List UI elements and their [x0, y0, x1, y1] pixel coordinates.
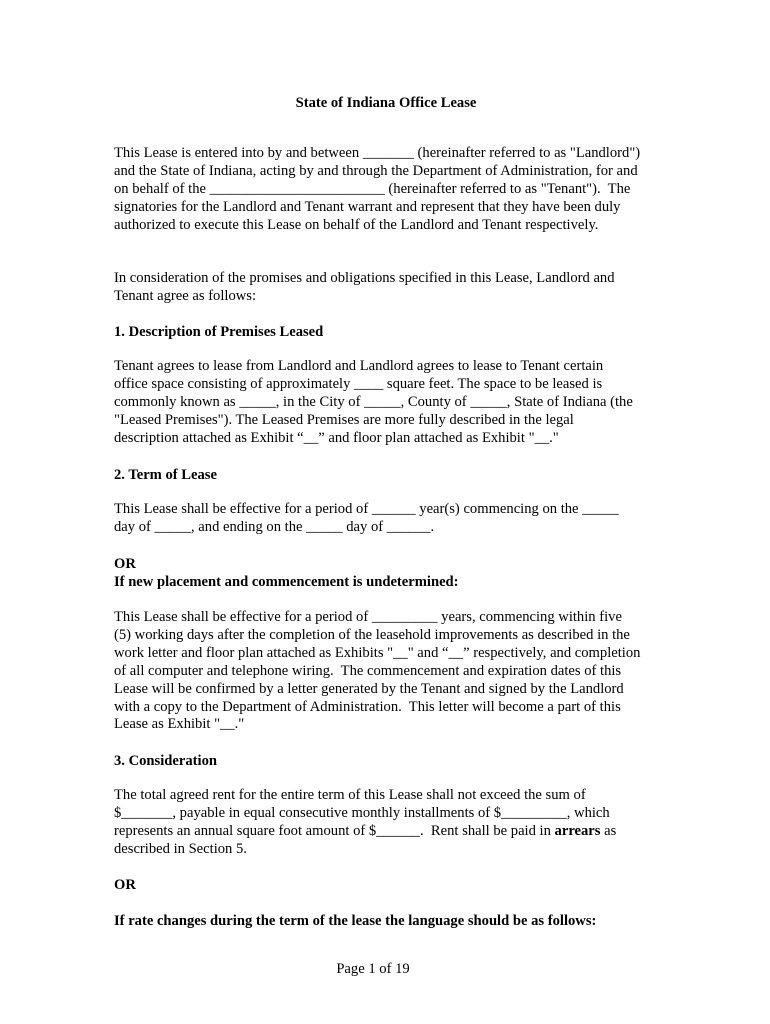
arrears-emphasis: arrears [554, 822, 601, 839]
intro-line: signatories for the Landlord and Tenant warrant and represent that they have been duly [114, 198, 621, 215]
section-3-paragraph [114, 787, 674, 859]
section-2-paragraph [114, 501, 674, 537]
section-2-alt-line: Lease as Exhibit "__." [114, 716, 245, 733]
section-3-heading: 3. Consideration [114, 753, 217, 769]
section-1-line: "Leased Premises"). The Leased Premises are more fully described in the legal [114, 411, 574, 428]
consideration-intro-line: In consideration of the promises and obligations specified in this Lease, Landlord and [114, 270, 615, 286]
section-1-paragraph [114, 358, 674, 448]
intro-line: on behalf of the ________________________ (hereinafter referred to as "Tenant"). The [114, 180, 631, 197]
section-1-line: description attached as Exhibit “__” and floor plan attached as Exhibit "__." [114, 429, 559, 446]
section-2-alt-line: (5) working days after the completion of the leasehold improvements as described in the [114, 626, 630, 643]
section-3-line3-text: represents an annual square foot amount of $______. Rent shall be paid in [114, 822, 555, 839]
intro-paragraph [114, 145, 674, 235]
section-3-line [114, 823, 674, 841]
intro-line: authorized to execute this Lease on behalf of the Landlord and Tenant respectively. [114, 216, 599, 233]
section-1-line: office space consisting of approximately ____ square feet. The space to be leased is [114, 375, 603, 392]
section-2-or-label: OR [114, 556, 136, 572]
section-2-alt-heading: If new placement and commencement is undetermined: [114, 574, 459, 590]
page-number: Page 1 of 19 [336, 961, 410, 977]
section-1-line: Tenant agrees to lease from Landlord and Landlord agrees to lease to Tenant certain [114, 358, 604, 374]
section-2-alt-paragraph [114, 609, 674, 734]
section-2-alt-line: This Lease shall be effective for a period of _________ years, commencing within five [114, 609, 622, 625]
section-3-line3-tail: as [600, 822, 617, 839]
section-2-heading: 2. Term of Lease [114, 467, 217, 483]
section-2-alt-line: of all computer and telephone wiring. The commencement and expiration dates of this [114, 662, 622, 679]
section-2-line: day of _____, and ending on the _____ day of ______. [114, 518, 435, 535]
intro-line: This Lease is entered into by and between _______ (hereinafter referred to as "Landlord") [114, 145, 641, 161]
section-1-heading: 1. Description of Premises Leased [114, 324, 324, 340]
section-2-line: This Lease shall be effective for a period of ______ year(s) commencing on the _____ [114, 501, 619, 517]
consideration-intro-paragraph [114, 270, 674, 306]
section-3-line: $_______, payable in equal consecutive monthly installments of $_________, which [114, 804, 610, 821]
section-3-line: described in Section 5. [114, 840, 247, 857]
document-title: State of Indiana Office Lease [295, 95, 477, 111]
rate-change-heading: If rate changes during the term of the lease the language should be as follows: [114, 913, 597, 929]
section-3-or-label: OR [114, 877, 136, 893]
section-3-line: The total agreed rent for the entire term of this Lease shall not exceed the sum of [114, 787, 586, 803]
consideration-intro-line: Tenant agree as follows: [114, 287, 257, 304]
section-2-alt-line: Lease will be confirmed by a letter generated by the Tenant and signed by the Landlord [114, 680, 624, 697]
section-2-alt-line: with a copy to the Department of Administration. This letter will become a part of this [114, 698, 621, 715]
section-2-alt-line: work letter and floor plan attached as Exhibits "__" and “__” respectively, and completion [114, 644, 641, 661]
section-1-line: commonly known as _____, in the City of _____, County of _____, State of Indiana (the [114, 393, 633, 410]
intro-line: and the State of Indiana, acting by and through the Department of Administration, for and [114, 162, 638, 179]
